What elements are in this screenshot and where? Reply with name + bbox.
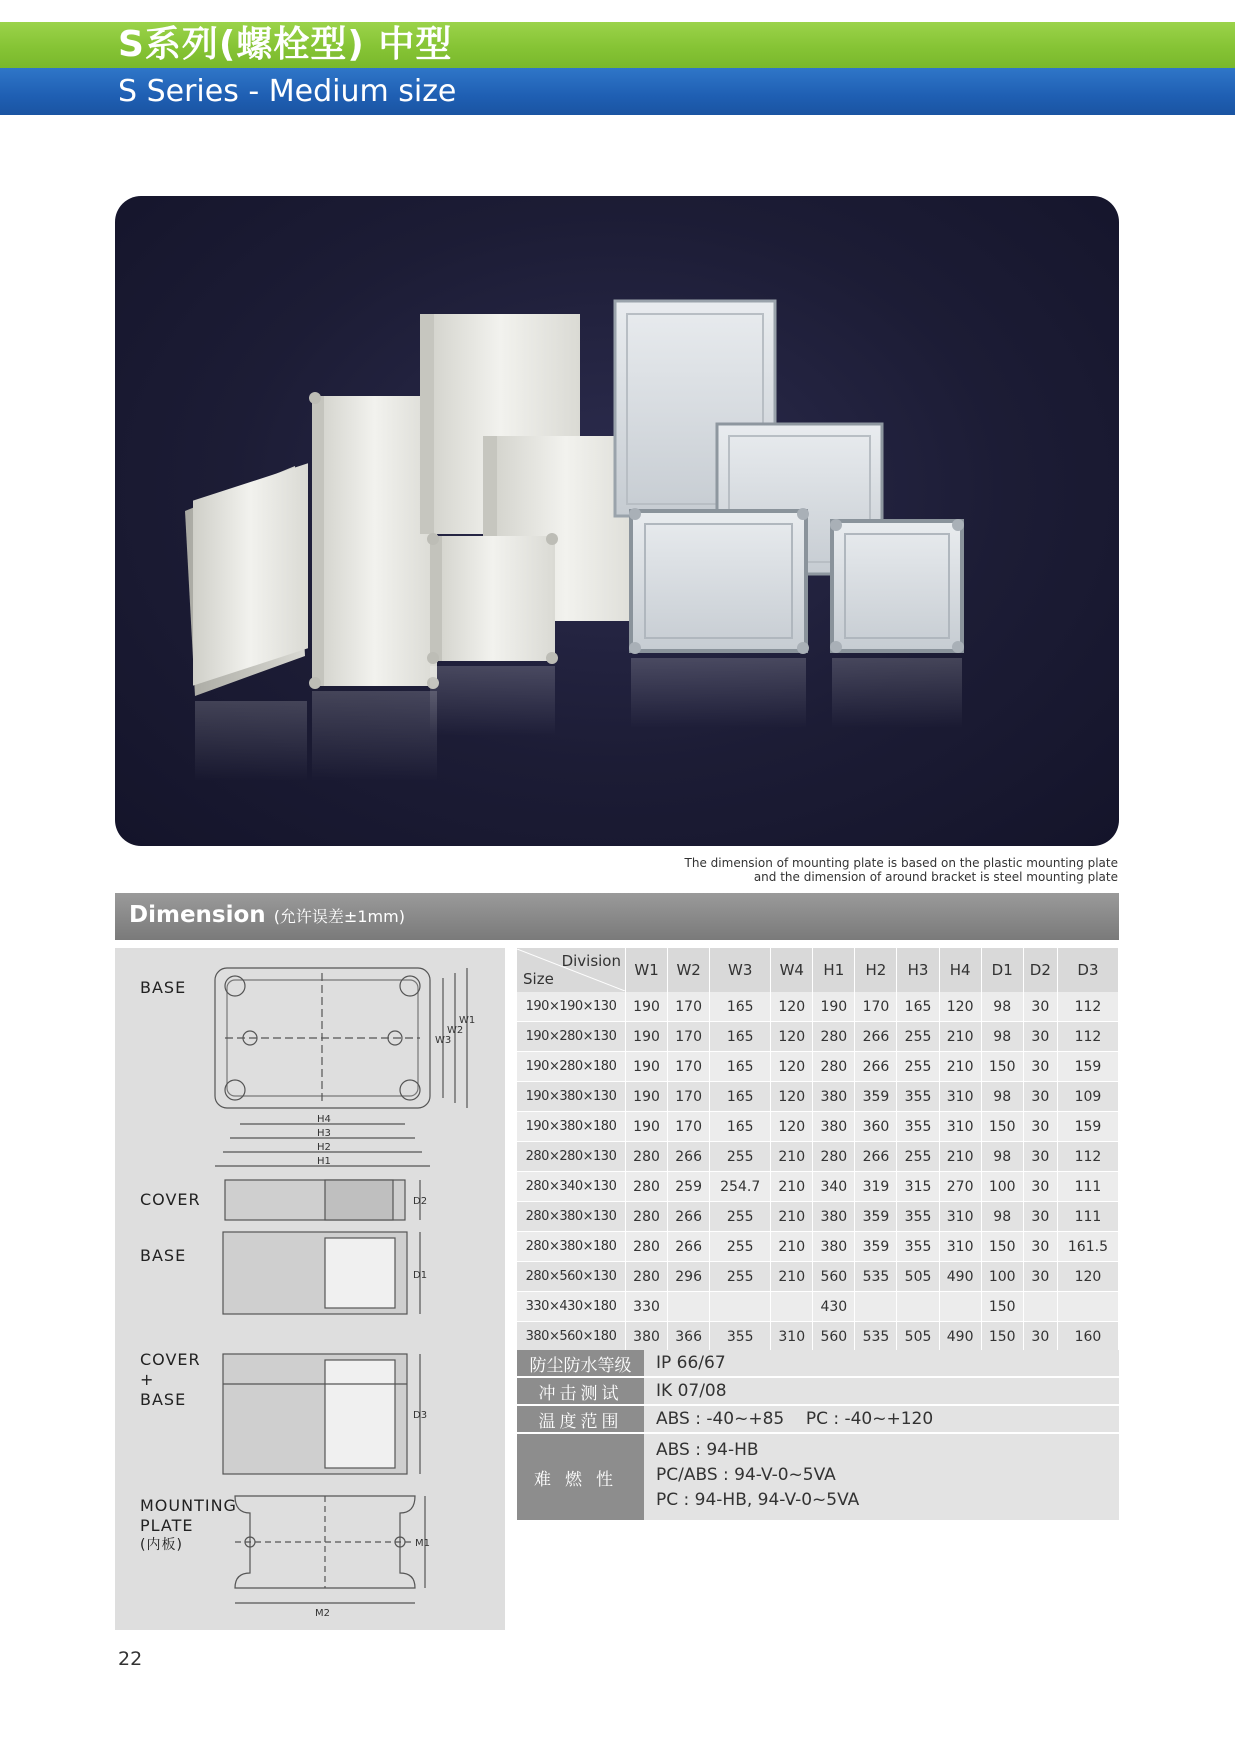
table-cell: 170 — [668, 1112, 710, 1142]
note-line-1: The dimension of mounting plate is based on the plastic mounting plate — [684, 856, 1118, 870]
table-cell: 490 — [939, 1262, 981, 1292]
dim-d1: D1 — [413, 1270, 428, 1281]
table-cell: 280 — [626, 1232, 668, 1262]
table-cell: 190 — [626, 1112, 668, 1142]
table-cell-size: 330×430×180 — [517, 1292, 626, 1322]
spec-flame-abs: ABS : 94-HB — [656, 1440, 759, 1460]
table-cell: 120 — [939, 992, 981, 1022]
specifications-block — [517, 1350, 1119, 1522]
table-cell-size: 190×280×130 — [517, 1022, 626, 1052]
col-h1: H1 — [813, 948, 855, 992]
page-title-cn: S系列(螺栓型) 中型 — [118, 24, 453, 65]
drawings-svg — [115, 948, 505, 1630]
table-cell: 120 — [1057, 1262, 1118, 1292]
table-cell — [897, 1292, 939, 1322]
spec-ik-value: IK 07/08 — [644, 1378, 1119, 1404]
table-cell: 266 — [855, 1142, 897, 1172]
table-row — [517, 1262, 1119, 1292]
table-row — [517, 1172, 1119, 1202]
table-cell: 190 — [626, 1052, 668, 1082]
table-cell: 535 — [855, 1262, 897, 1292]
table-cell: 30 — [1023, 1202, 1057, 1232]
table-cell: 380 — [813, 1202, 855, 1232]
table-cell: 310 — [939, 1082, 981, 1112]
table-cell-size: 190×380×130 — [517, 1082, 626, 1112]
mounting-plate-note — [518, 856, 1118, 884]
dim-h4: H4 — [317, 1114, 331, 1125]
table-cell — [771, 1292, 813, 1322]
table-cell-size: 190×190×130 — [517, 992, 626, 1022]
table-row — [517, 1232, 1119, 1262]
table-cell: 380 — [813, 1112, 855, 1142]
dim-d2: D2 — [413, 1196, 428, 1207]
table-cell: 30 — [1023, 1322, 1057, 1352]
table-cell: 315 — [897, 1172, 939, 1202]
table-cell: 380 — [813, 1232, 855, 1262]
col-d1: D1 — [981, 948, 1023, 992]
label-base-assembled: BASE — [140, 1390, 187, 1409]
table-row — [517, 1202, 1119, 1232]
table-cell: 270 — [939, 1172, 981, 1202]
table-cell: 30 — [1023, 1112, 1057, 1142]
table-cell: 120 — [771, 1112, 813, 1142]
table-cell: 355 — [897, 1112, 939, 1142]
table-header-diagonal — [517, 948, 626, 992]
table-cell: 280 — [813, 1142, 855, 1172]
table-cell: 210 — [939, 1142, 981, 1172]
dim-w2: W2 — [447, 1025, 464, 1036]
table-cell: 380 — [813, 1082, 855, 1112]
table-cell: 255 — [710, 1232, 771, 1262]
dim-h3: H3 — [317, 1128, 331, 1139]
table-cell: 210 — [771, 1262, 813, 1292]
table-cell: 490 — [939, 1322, 981, 1352]
table-cell: 190 — [813, 992, 855, 1022]
table-cell: 255 — [897, 1022, 939, 1052]
table-cell: 380 — [626, 1322, 668, 1352]
table-cell: 310 — [939, 1232, 981, 1262]
table-cell: 255 — [710, 1262, 771, 1292]
table-cell: 170 — [668, 992, 710, 1022]
table-cell: 111 — [1057, 1202, 1118, 1232]
table-cell: 120 — [771, 1082, 813, 1112]
table-cell: 560 — [813, 1262, 855, 1292]
table-cell: 30 — [1023, 1082, 1057, 1112]
table-cell: 430 — [813, 1292, 855, 1322]
table-cell: 98 — [981, 1022, 1023, 1052]
table-cell: 210 — [939, 1022, 981, 1052]
table-row — [517, 1142, 1119, 1172]
table-cell: 98 — [981, 1202, 1023, 1232]
table-cell: 161.5 — [1057, 1232, 1118, 1262]
spec-ip-label: 防尘防水等级 — [517, 1350, 644, 1376]
table-cell: 255 — [710, 1202, 771, 1232]
table-cell: 159 — [1057, 1052, 1118, 1082]
table-cell-size: 280×340×130 — [517, 1172, 626, 1202]
dim-h2: H2 — [317, 1142, 331, 1153]
table-cell: 190 — [626, 1022, 668, 1052]
table-cell: 150 — [981, 1112, 1023, 1142]
table-body — [517, 992, 1119, 1352]
col-w1: W1 — [626, 948, 668, 992]
table-cell: 266 — [855, 1022, 897, 1052]
table-cell: 259 — [668, 1172, 710, 1202]
dim-m2: M2 — [315, 1608, 330, 1619]
label-plus: + — [140, 1370, 155, 1389]
table-cell: 280 — [626, 1202, 668, 1232]
table-cell — [710, 1292, 771, 1322]
label-plate-cn: (内板) — [140, 1537, 183, 1553]
table-cell: 280 — [626, 1142, 668, 1172]
table-cell: 355 — [897, 1232, 939, 1262]
table-cell: 98 — [981, 1082, 1023, 1112]
enclosure-clear-small — [830, 519, 964, 728]
table-cell-size: 190×280×180 — [517, 1052, 626, 1082]
table-row — [517, 1022, 1119, 1052]
col-w2: W2 — [668, 948, 710, 992]
table-row — [517, 1082, 1119, 1112]
spec-row-temp — [517, 1406, 1119, 1434]
spec-ik-label: 冲击测试 — [517, 1378, 644, 1404]
table-cell: 190 — [626, 992, 668, 1022]
table-cell: 165 — [710, 1022, 771, 1052]
table-row — [517, 992, 1119, 1022]
table-cell: 266 — [668, 1202, 710, 1232]
table-cell: 330 — [626, 1292, 668, 1322]
col-d2: D2 — [1023, 948, 1057, 992]
enclosures-illustration — [115, 196, 1119, 846]
table-cell — [668, 1292, 710, 1322]
label-cover-plus: COVER — [140, 1350, 201, 1369]
table-cell: 296 — [668, 1262, 710, 1292]
label-plate: PLATE — [140, 1516, 194, 1535]
table-cell: 98 — [981, 1142, 1023, 1172]
table-cell: 30 — [1023, 1142, 1057, 1172]
label-base: BASE — [140, 978, 187, 997]
table-cell: 100 — [981, 1262, 1023, 1292]
table-cell: 159 — [1057, 1112, 1118, 1142]
technical-drawings-panel — [115, 948, 505, 1630]
spec-temp-label: 温度范围 — [517, 1406, 644, 1432]
table-cell: 150 — [981, 1052, 1023, 1082]
table-cell: 30 — [1023, 1172, 1057, 1202]
table-cell: 360 — [855, 1112, 897, 1142]
table-row — [517, 1112, 1119, 1142]
table-cell: 280 — [813, 1022, 855, 1052]
table-cell: 165 — [897, 992, 939, 1022]
table-cell: 310 — [771, 1322, 813, 1352]
table-cell: 170 — [668, 1082, 710, 1112]
table-cell — [1057, 1292, 1118, 1322]
table-cell-size: 280×380×130 — [517, 1202, 626, 1232]
dim-d3: D3 — [413, 1410, 428, 1421]
table-cell: 505 — [897, 1322, 939, 1352]
table-cell: 359 — [855, 1202, 897, 1232]
dimension-section-header — [115, 893, 1119, 940]
table-cell: 120 — [771, 1052, 813, 1082]
table-cell: 255 — [710, 1142, 771, 1172]
table-cell: 165 — [710, 992, 771, 1022]
table-cell: 355 — [897, 1082, 939, 1112]
table-cell: 355 — [897, 1202, 939, 1232]
table-cell: 30 — [1023, 1232, 1057, 1262]
col-h3: H3 — [897, 948, 939, 992]
table-cell: 170 — [668, 1022, 710, 1052]
table-cell: 112 — [1057, 992, 1118, 1022]
table-cell: 310 — [939, 1112, 981, 1142]
table-cell: 30 — [1023, 1262, 1057, 1292]
enclosure-tall — [309, 392, 439, 781]
table-cell: 109 — [1057, 1082, 1118, 1112]
table-cell: 150 — [981, 1322, 1023, 1352]
page-title-en: S Series - Medium size — [118, 74, 457, 109]
table-cell: 190 — [626, 1082, 668, 1112]
table-cell — [1023, 1292, 1057, 1322]
table-cell: 98 — [981, 992, 1023, 1022]
table-cell: 150 — [981, 1232, 1023, 1262]
table-cell: 255 — [897, 1052, 939, 1082]
table-row — [517, 1292, 1119, 1322]
table-cell: 560 — [813, 1322, 855, 1352]
table-cell: 100 — [981, 1172, 1023, 1202]
spec-row-ik — [517, 1378, 1119, 1406]
table-cell: 355 — [710, 1322, 771, 1352]
table-cell: 30 — [1023, 1052, 1057, 1082]
table-cell: 340 — [813, 1172, 855, 1202]
table-cell: 266 — [668, 1142, 710, 1172]
page-number: 22 — [118, 1648, 143, 1670]
table-cell: 170 — [855, 992, 897, 1022]
table-cell-size: 190×380×180 — [517, 1112, 626, 1142]
table-cell: 112 — [1057, 1142, 1118, 1172]
table-cell: 319 — [855, 1172, 897, 1202]
dimension-title-text: Dimension — [129, 902, 266, 928]
table-cell: 210 — [771, 1202, 813, 1232]
table-row — [517, 1322, 1119, 1352]
col-h4: H4 — [939, 948, 981, 992]
header-size: Size — [523, 970, 554, 988]
dim-m1: M1 — [415, 1538, 430, 1549]
table-cell: 112 — [1057, 1022, 1118, 1052]
label-cover: COVER — [140, 1190, 201, 1209]
header-division: Division — [561, 952, 621, 970]
dim-w3: W3 — [435, 1035, 452, 1046]
spec-ip-value: IP 66/67 — [644, 1350, 1119, 1376]
table-cell: 150 — [981, 1292, 1023, 1322]
table-header-row — [517, 948, 1119, 992]
table-cell: 210 — [939, 1052, 981, 1082]
dim-w1: W1 — [459, 1015, 476, 1026]
table-cell: 255 — [897, 1142, 939, 1172]
table-cell: 254.7 — [710, 1172, 771, 1202]
spec-row-ip — [517, 1350, 1119, 1378]
table-cell: 30 — [1023, 992, 1057, 1022]
table-cell: 170 — [668, 1052, 710, 1082]
table-cell — [855, 1292, 897, 1322]
dimension-title — [129, 902, 405, 928]
dimension-tolerance: (允许误差±1mm) — [273, 907, 405, 926]
table-cell: 210 — [771, 1232, 813, 1262]
dimension-table-wrap — [517, 948, 1119, 1352]
spec-flame-values — [644, 1434, 1119, 1520]
dimension-table — [517, 948, 1119, 1352]
dim-h1: H1 — [317, 1156, 331, 1167]
table-cell: 120 — [771, 992, 813, 1022]
table-cell: 165 — [710, 1082, 771, 1112]
table-cell: 266 — [855, 1052, 897, 1082]
spec-temp-value: ABS : -40~+85 PC : -40~+120 — [644, 1406, 1119, 1432]
product-photo — [115, 196, 1119, 846]
table-cell: 165 — [710, 1052, 771, 1082]
table-cell: 210 — [771, 1172, 813, 1202]
spec-flame-label: 难燃性 — [517, 1434, 644, 1520]
table-cell: 111 — [1057, 1172, 1118, 1202]
table-cell: 210 — [771, 1142, 813, 1172]
spec-flame-pc: PC : 94-HB, 94-V-0~5VA — [656, 1490, 860, 1510]
table-cell: 30 — [1023, 1022, 1057, 1052]
col-d3: D3 — [1057, 948, 1118, 992]
table-cell: 366 — [668, 1322, 710, 1352]
col-h2: H2 — [855, 948, 897, 992]
spec-flame-pcabs: PC/ABS : 94-V-0~5VA — [656, 1465, 836, 1485]
table-cell: 280 — [813, 1052, 855, 1082]
note-line-2: and the dimension of around bracket is steel mounting plate — [753, 870, 1118, 884]
label-mounting: MOUNTING — [140, 1496, 237, 1515]
table-cell-size: 280×560×130 — [517, 1262, 626, 1292]
table-cell: 280 — [626, 1172, 668, 1202]
table-cell: 535 — [855, 1322, 897, 1352]
table-cell: 160 — [1057, 1322, 1118, 1352]
table-cell: 266 — [668, 1232, 710, 1262]
table-cell-size: 380×560×180 — [517, 1322, 626, 1352]
col-w3: W3 — [710, 948, 771, 992]
col-w4: W4 — [771, 948, 813, 992]
label-base-side: BASE — [140, 1246, 187, 1265]
table-cell-size: 280×380×180 — [517, 1232, 626, 1262]
table-cell-size: 280×280×130 — [517, 1142, 626, 1172]
table-cell: 280 — [626, 1262, 668, 1292]
table-cell: 359 — [855, 1082, 897, 1112]
table-cell: 505 — [897, 1262, 939, 1292]
table-cell: 120 — [771, 1022, 813, 1052]
table-cell — [939, 1292, 981, 1322]
enclosure-small — [427, 533, 558, 736]
enclosure-clear-front — [629, 508, 809, 728]
table-cell: 359 — [855, 1232, 897, 1262]
table-row — [517, 1052, 1119, 1082]
table-cell: 310 — [939, 1202, 981, 1232]
table-cell: 165 — [710, 1112, 771, 1142]
enclosure-left — [185, 463, 308, 781]
spec-row-flame — [517, 1434, 1119, 1522]
